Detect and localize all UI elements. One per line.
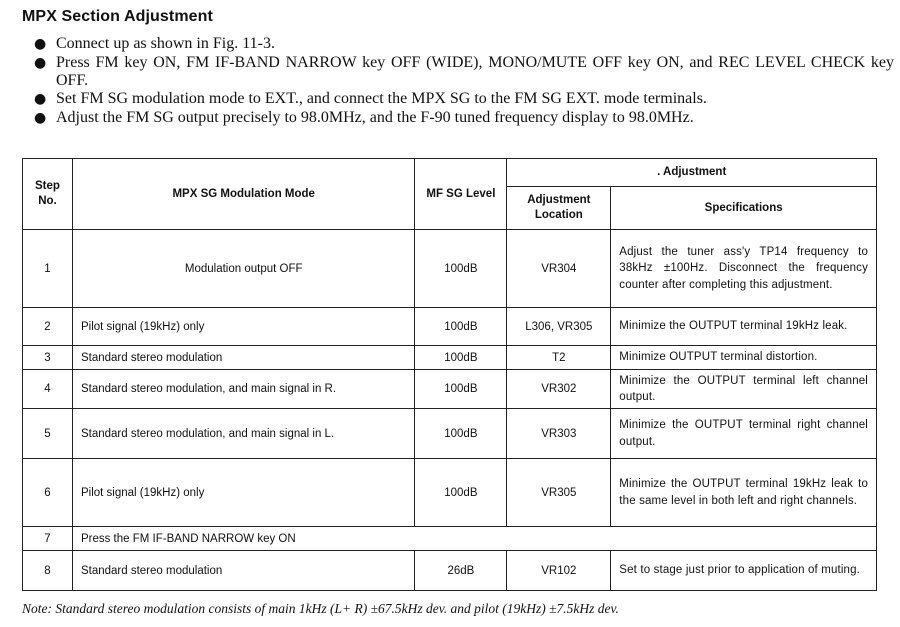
mode-cell: Pilot signal (19kHz) only [72,459,414,527]
location-cell: VR304 [507,230,611,308]
instruction-item [32,54,894,90]
step-cell: 5 [23,409,73,459]
level-cell: 100dB [415,230,507,308]
instruction-text: Connect up as shown in Fig. 11-3. [56,35,275,52]
mode-cell: Standard stereo modulation, and main signal in R. [72,370,414,409]
level-cell: 100dB [415,346,507,370]
instruction-item [32,35,894,53]
spec-cell: Minimize the OUTPUT terminal right channel output. [611,409,877,459]
table-row [23,308,877,346]
footnote: Note: Standard stereo modulation consists of main 1kHz (L+ R) ±67.5kHz dev. and pilot (19kHz) ±7.5kHz dev. [22,601,619,616]
level-cell: 100dB [415,459,507,527]
instruction-item [32,90,894,108]
instruction-text: Set FM SG modulation mode to EXT., and connect the MPX SG to the FM SG EXT. mode terminals. [56,90,707,107]
step-cell: 2 [23,308,73,346]
header-step: Step No. [23,159,73,230]
spec-cell: Minimize the OUTPUT terminal 19kHz leak to the same level in both left and right channels. [611,459,877,527]
header-level: MF SG Level [415,159,507,230]
bullet-icon: ● [34,109,47,126]
mode-cell: Standard stereo modulation [72,346,414,370]
spec-cell: Minimize the OUTPUT terminal 19kHz leak. [611,308,877,346]
location-cell: VR305 [507,459,611,527]
bullet-icon: ● [34,36,47,52]
instruction-item [32,109,894,127]
spec-cell: Adjust the tuner ass'y TP14 frequency to 38kHz ±100Hz. Disconnect the frequency counter after completing this adjustment. [611,230,877,308]
instruction-cell: Press the FM IF-BAND NARROW key ON [72,527,876,551]
step-cell: 8 [23,551,73,591]
level-cell: 100dB [415,370,507,409]
table-row [23,551,877,591]
spec-cell: Set to stage just prior to application of muting. [611,551,877,591]
location-cell: VR303 [507,409,611,459]
header-mode: MPX SG Modulation Mode [72,159,414,230]
step-cell: 1 [23,230,73,308]
level-cell: 100dB [415,409,507,459]
step-cell: 4 [23,370,73,409]
bullet-icon: ● [34,91,47,107]
table-row [23,346,877,370]
level-cell: 26dB [415,551,507,591]
table-row [23,409,877,459]
level-cell: 100dB [415,308,507,346]
adjustment-table [22,158,877,591]
location-cell: VR102 [507,551,611,591]
location-cell: T2 [507,346,611,370]
step-cell: 7 [23,527,73,551]
instruction-text: Adjust the FM SG output precisely to 98.0MHz, and the F-90 tuned frequency display to 98.0MHz. [56,108,694,126]
step-cell: 3 [23,346,73,370]
mode-cell: Standard stereo modulation, and main signal in L. [72,409,414,459]
table-row [23,459,877,527]
table-row [23,527,877,551]
instruction-text: Press FM key ON, FM IF-BAND NARROW key OFF (WIDE), MONO/MUTE OFF key ON, and REC LEVEL CHECK key OFF. [56,53,894,89]
mode-cell: Standard stereo modulation [72,551,414,591]
instruction-list [32,35,894,127]
spec-cell: Minimize the OUTPUT terminal left channel output. [611,370,877,409]
location-cell: L306, VR305 [507,308,611,346]
header-location: Adjustment Location [507,187,611,230]
mode-cell: Pilot signal (19kHz) only [72,308,414,346]
step-cell: 6 [23,459,73,527]
table-row [23,370,877,409]
page-title: MPX Section Adjustment [22,8,213,25]
spec-cell: Minimize OUTPUT terminal distortion. [611,346,877,370]
header-spec: Specifications [611,187,877,230]
location-cell: VR302 [507,370,611,409]
bullet-icon: ● [34,54,47,71]
header-adjustment: . Adjustment [507,159,877,187]
table-row [23,230,877,308]
mode-cell: Modulation output OFF [72,230,414,308]
